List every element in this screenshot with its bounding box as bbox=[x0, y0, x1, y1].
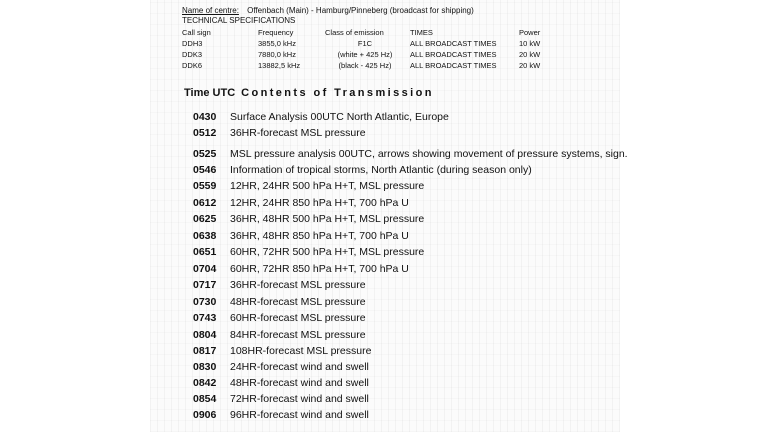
header-class-of-emission: Class of emission bbox=[325, 28, 384, 37]
schedule-time: 0651 bbox=[193, 246, 217, 258]
schedule-description: 84HR-forecast MSL pressure bbox=[230, 329, 366, 341]
schedule-description: 60HR-forecast MSL pressure bbox=[230, 312, 366, 324]
schedule-description: 48HR-forecast MSL pressure bbox=[230, 296, 366, 308]
schedule-time: 0717 bbox=[193, 279, 217, 291]
schedule-description: 24HR-forecast wind and swell bbox=[230, 361, 369, 373]
schedule-description: 72HR-forecast wind and swell bbox=[230, 393, 369, 405]
schedule-time: 0625 bbox=[193, 213, 217, 225]
frequency: 7880,0 kHz bbox=[258, 50, 296, 59]
schedule-description: Surface Analysis 00UTC North Atlantic, Europe bbox=[230, 111, 449, 123]
times: ALL BROADCAST TIMES bbox=[410, 50, 497, 59]
class-of-emission: (white + 425 Hz) bbox=[337, 50, 393, 59]
header-call-sign: Call sign bbox=[182, 28, 211, 37]
times: ALL BROADCAST TIMES bbox=[410, 39, 497, 48]
technical-specifications-title: TECHNICAL SPECIFICATIONS bbox=[182, 16, 296, 25]
schedule-description: 12HR, 24HR 850 hPa H+T, 700 hPa U bbox=[230, 197, 409, 209]
schedule-time: 0842 bbox=[193, 377, 217, 389]
times: ALL BROADCAST TIMES bbox=[410, 61, 497, 70]
call-sign: DDH3 bbox=[182, 39, 203, 48]
schedule-description: 48HR-forecast wind and swell bbox=[230, 377, 369, 389]
power: 20 kW bbox=[519, 61, 541, 70]
header-frequency: Frequency bbox=[258, 28, 294, 37]
schedule-description: 108HR-forecast MSL pressure bbox=[230, 345, 372, 357]
schedule-description: 60HR, 72HR 500 hPa H+T, MSL pressure bbox=[230, 246, 425, 258]
schedule-time: 0906 bbox=[193, 409, 217, 421]
schedule-description: 36HR-forecast MSL pressure bbox=[230, 127, 366, 139]
schedule-time: 0525 bbox=[193, 148, 217, 160]
header-times: TIMES bbox=[410, 28, 433, 37]
schedule-description: 36HR-forecast MSL pressure bbox=[230, 279, 366, 291]
schedule-time: 0817 bbox=[193, 345, 217, 357]
class-of-emission: F1C bbox=[357, 39, 373, 48]
schedule-time: 0612 bbox=[193, 197, 217, 209]
call-sign: DDK3 bbox=[182, 50, 203, 59]
schedule-time: 0830 bbox=[193, 361, 217, 373]
frequency: 13882,5 kHz bbox=[258, 61, 301, 70]
schedule-time: 0638 bbox=[193, 230, 217, 242]
schedule-description: 36HR, 48HR 850 hPa H+T, 700 hPa U bbox=[230, 230, 409, 242]
schedule-description: 60HR, 72HR 850 hPa H+T, 700 hPa U bbox=[230, 263, 409, 275]
schedule-time: 0546 bbox=[193, 164, 217, 176]
contents-heading bbox=[184, 87, 434, 99]
schedule-time: 0743 bbox=[193, 312, 217, 324]
frequency: 3855,0 kHz bbox=[258, 39, 296, 48]
schedule-time: 0704 bbox=[193, 263, 217, 275]
schedule-description: 96HR-forecast wind and swell bbox=[230, 409, 369, 421]
time-utc-label: Time UTC bbox=[184, 87, 236, 99]
schedule-time: 0804 bbox=[193, 329, 217, 341]
schedule-time: 0854 bbox=[193, 393, 217, 405]
class-of-emission: (black - 425 Hz) bbox=[338, 61, 392, 70]
schedule-description: MSL pressure analysis 00UTC, arrows showing movement of pressure systems, sign. bbox=[230, 148, 628, 160]
schedule-time: 0559 bbox=[193, 180, 217, 192]
contents-title: Contents of Transmission bbox=[241, 87, 434, 99]
schedule-time: 0512 bbox=[193, 127, 217, 139]
schedule-description: 12HR, 24HR 500 hPa H+T, MSL pressure bbox=[230, 180, 425, 192]
schedule-description: 36HR, 48HR 500 hPa H+T, MSL pressure bbox=[230, 213, 425, 225]
power: 20 kW bbox=[519, 50, 541, 59]
centre-value: Offenbach (Main) - Hamburg/Pinneberg (broadcast for shipping) bbox=[247, 6, 474, 15]
power: 10 kW bbox=[519, 39, 541, 48]
schedule-time: 0430 bbox=[193, 111, 217, 123]
centre-label: Name of centre: bbox=[182, 6, 239, 15]
call-sign: DDK6 bbox=[182, 61, 203, 70]
header-power: Power bbox=[519, 28, 541, 37]
centre-line bbox=[182, 6, 474, 15]
schedule-description: Information of tropical storms, North Atlantic (during season only) bbox=[230, 164, 532, 176]
schedule-time: 0730 bbox=[193, 296, 217, 308]
